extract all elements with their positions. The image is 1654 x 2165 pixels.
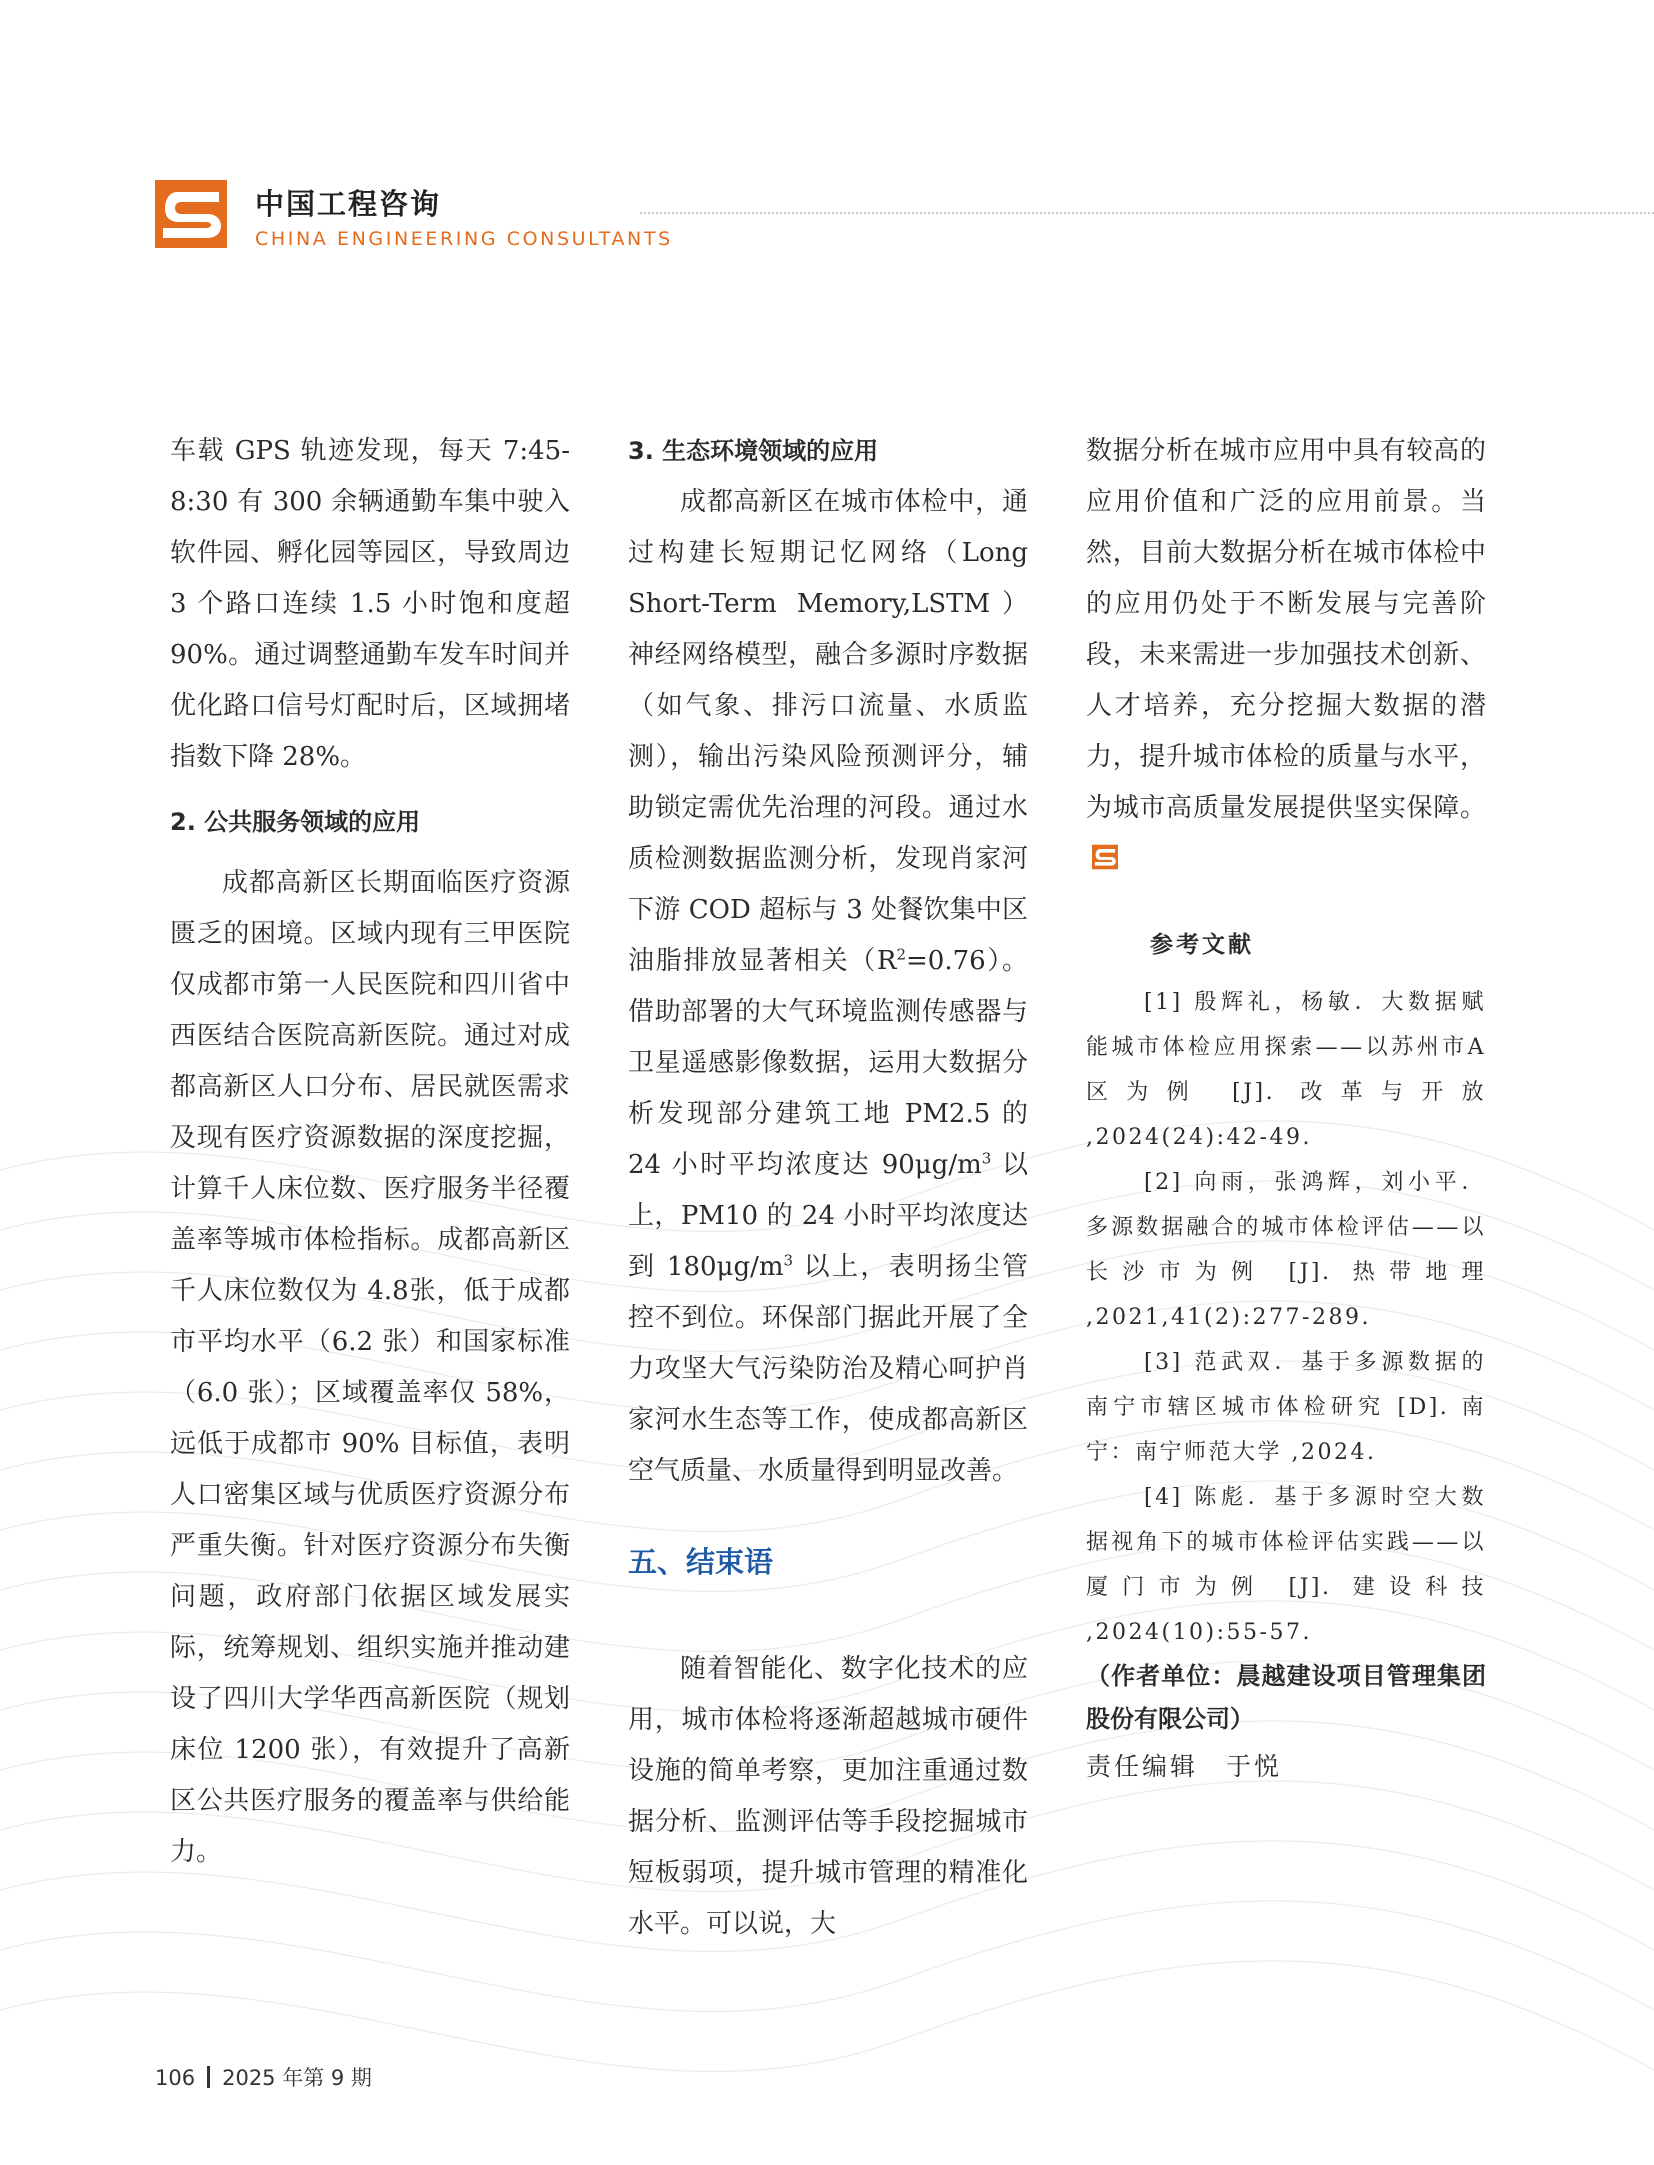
paragraph-ecology xyxy=(628,477,1028,1497)
article-end-logo-icon xyxy=(1092,844,1118,870)
page-footer xyxy=(155,2062,372,2092)
reference-item: [1] 殷辉礼，杨敏．大数据赋能城市体检应用探索——以苏州市A区为例 [J]. 改革与开放 ,2024(24):42-49. xyxy=(1086,990,1486,1150)
column-2 xyxy=(628,426,1028,1950)
brand-logo xyxy=(155,180,227,248)
ecology-text-b: =0.76）。借助部署的大气环境监测传感器与卫星遥感影像数据，运用大数据分析发现部分建筑工地 PM2.5 的 24 小时平均浓度达 90μg/m xyxy=(628,946,1028,1180)
brand-name-english: CHINA ENGINEERING CONSULTANTS xyxy=(255,228,673,250)
header-dotted-rule xyxy=(640,212,1654,214)
author-affiliation: （作者单位：晨越建设项目管理集团股份有限公司） xyxy=(1086,1662,1486,1733)
column-1 xyxy=(170,426,570,1878)
superscript-m3: 3 xyxy=(981,1149,992,1168)
paragraph-traffic-end: 车载 GPS 轨迹发现，每天 7:45-8:30 有 300 余辆通勤车集中驶入软件园、孵化园等园区，导致周边 3 个路口连续 1.5 小时饱和度超 90%。通过调整通勤车发车时间并优化路口信号灯配时后，区域拥堵指数下降 28%。 xyxy=(170,436,570,772)
references-title: 参考文献 xyxy=(1150,931,1254,958)
paragraph-conclusion-start: 随着智能化、数字化技术的应用，城市体检将逐渐超越城市硬件设施的简单考察，更加注重通过数据分析、监测评估等手段挖掘城市短板弱项，提升城市管理的精准化水平。可以说，大 xyxy=(628,1654,1028,1939)
ecology-text-c: 以上，PM10 的 24 小时平均浓度达到 180μg/m xyxy=(628,1150,1028,1282)
footer-separator xyxy=(207,2066,210,2088)
column-3 xyxy=(1086,426,1486,1792)
reference-item: [2] 向雨，张鸿辉，刘小平．多源数据融合的城市体检评估——以长沙市为例 [J]. 热带地理 ,2021,41(2):277-289. xyxy=(1086,1170,1486,1330)
superscript-m3-2: 3 xyxy=(783,1251,794,1270)
paragraph-conclusion-end xyxy=(1086,426,1486,885)
paragraph-public-service: 成都高新区长期面临医疗资源匮乏的困境。区域内现有三甲医院仅成都市第一人民医院和四川省中西医结合医院高新医院。通过对成都高新区人口分布、居民就医需求及现有医疗资源数据的深度挖掘，计算千人床位数、医疗服务半径覆盖率等城市体检指标。成都高新区千人床位数仅为 4.8张，低于成都市平均水平（6.2 张）和国家标准（6.0 张）；区域覆盖率仅 58%，远低于成都市 90% 目标值，表明人口密集区域与优质医疗资源分布严重失衡。针对医疗资源分布失衡问题，政府部门依据区域发展实际，统筹规划、组织实施并推动建设了四川大学华西高新医院（规划床位 1200 张），有效提升了高新区公共医疗服务的覆盖率与供给能力。 xyxy=(170,868,570,1867)
superscript-r2: 2 xyxy=(896,945,907,964)
ecology-text-a: 成都高新区在城市体检中，通过构建长短期记忆网络（Long Short-Term Memory,LSTM）神经网络模型，融合多源时序数据（如气象、排污口流量、水质监测），输出污染风险预测评分，辅助锁定需优先治理的河段。通过水质检测数据监测分析，发现肖家河下游 COD 超标与 3 处餐饮集中区油脂排放显著相关（R xyxy=(628,487,1028,976)
page-number: 106 xyxy=(155,2066,196,2090)
reference-item: [3] 范武双．基于多源数据的南宁市辖区城市体检研究 [D]. 南宁：南宁师范大学 ,2024. xyxy=(1086,1350,1486,1465)
reference-item: [4] 陈彪．基于多源时空大数据视角下的城市体检评估实践——以厦门市为例 [J]. 建设科技 ,2024(10):55-57. xyxy=(1086,1485,1486,1645)
subheading-ecology: 3. 生态环境领域的应用 xyxy=(628,437,879,465)
ecology-text-d: 以上，表明扬尘管控不到位。环保部门据此开展了全力攻坚大气污染防治及精心呵护肖家河水生态等工作，使成都高新区空气质量、水质量得到明显改善。 xyxy=(628,1252,1028,1486)
brand-name-chinese: 中国工程咨询 xyxy=(255,187,442,221)
section-heading-conclusion: 五、结束语 xyxy=(628,1545,774,1579)
subheading-public-service: 2. 公共服务领域的应用 xyxy=(170,808,421,836)
issue-label: 2025 年第 9 期 xyxy=(222,2066,372,2090)
responsible-editor: 责任编辑 于悦 xyxy=(1086,1752,1283,1781)
conclusion-text: 数据分析在城市应用中具有较高的应用价值和广泛的应用前景。当然，目前大数据分析在城市体检中的应用仍处于不断发展与完善阶段，未来需进一步加强技术创新、人才培养，充分挖掘大数据的潜力，提升城市体检的质量与水平，为城市高质量发展提供坚实保障。 xyxy=(1086,436,1486,823)
